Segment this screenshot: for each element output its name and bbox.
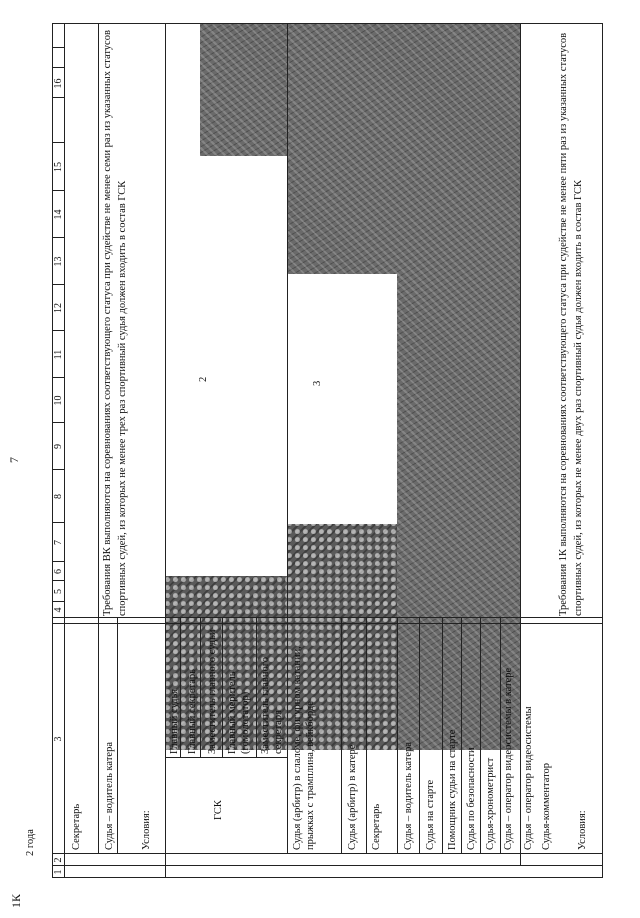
col-4: 4 — [53, 607, 64, 613]
other-row-5: Судья на старте — [425, 779, 436, 850]
col-11: 11 — [53, 349, 64, 360]
col-3: 3 — [53, 736, 64, 742]
other-row-8: Судья-хронометрист — [485, 757, 496, 850]
other-row-9: Судья – оператор видеосистемы в катере — [503, 667, 514, 850]
col-9: 9 — [53, 444, 64, 449]
term-label: 2 года — [25, 829, 36, 856]
other-row-11: Судья-комментатор — [541, 762, 552, 850]
col-7: 7 — [53, 540, 64, 545]
other-count-block — [287, 276, 397, 466]
other-count: 3 — [312, 380, 323, 386]
condition-1k-text: Требования 1К выполняются на соревнованиях соответствующего статуса при судействе не менее пяти раз из указанных статусов спортивных судей, из которых не менее двух раз спортивный судья должен входить в состав ГСК — [558, 32, 584, 616]
row-secretary-top: Секретарь — [71, 803, 82, 850]
col-13: 13 — [53, 256, 64, 267]
other-row-7: Судья по безопасности — [466, 747, 477, 850]
other-count-block-3 — [287, 274, 397, 276]
other-row-2: Судья (арбитр) в катере — [347, 744, 358, 850]
gsk-label: ГСК — [213, 800, 224, 820]
other-row-10: Судья – оператор видеосистемы — [523, 706, 534, 850]
col-14: 14 — [53, 209, 64, 220]
row-boat-driver-top: Судья – водитель катера — [104, 742, 115, 850]
gsk-count: 2 — [198, 376, 209, 382]
gsk-row-4: Главный меритель (гомолотатор) — [227, 671, 251, 754]
conditions-label-1k: Условия: — [577, 810, 588, 850]
col-2: 2 — [53, 857, 64, 863]
other-row-3: Секретарь — [371, 803, 382, 850]
gsk-row-5: Заместитель главного секретаря — [260, 656, 284, 754]
other-row-6: Помощник судьи на старте — [447, 729, 458, 850]
other-row-1: Судья (арбитр) в слаломе, фигурном катании, прыжках с трамплина, вейкборде — [292, 646, 316, 850]
gsk-count-block — [165, 156, 287, 576]
conditions-label-vk: Условия: — [141, 810, 152, 850]
condition-vk-text: Требования ВК выполняются на соревнованиях соответствующего статуса при судействе не менее семи раз из указанных статусов спортивных судей, из которых не менее трех раз спортивный судья должен входить в состав ГСК — [102, 30, 128, 616]
other-row-4: Судья – водитель катера — [403, 742, 414, 850]
gsk-count-extra — [165, 24, 200, 156]
col-12: 12 — [53, 303, 64, 313]
col-6: 6 — [53, 569, 64, 574]
page-number: 7 — [7, 457, 21, 463]
gsk-row-3: Заместитель главного судьи — [207, 629, 218, 754]
col-16: 16 — [53, 78, 64, 89]
col-1: 1 — [53, 869, 64, 875]
other-count-block-2 — [287, 466, 397, 524]
rank-label: 1К — [9, 893, 23, 908]
col-8: 8 — [53, 494, 64, 499]
gsk-row-2: Главный секретарь — [187, 669, 198, 754]
gsk-row-1: Главный судья — [169, 688, 180, 754]
col-10: 10 — [53, 395, 64, 406]
col-15: 15 — [53, 162, 64, 172]
col-5: 5 — [53, 589, 64, 594]
